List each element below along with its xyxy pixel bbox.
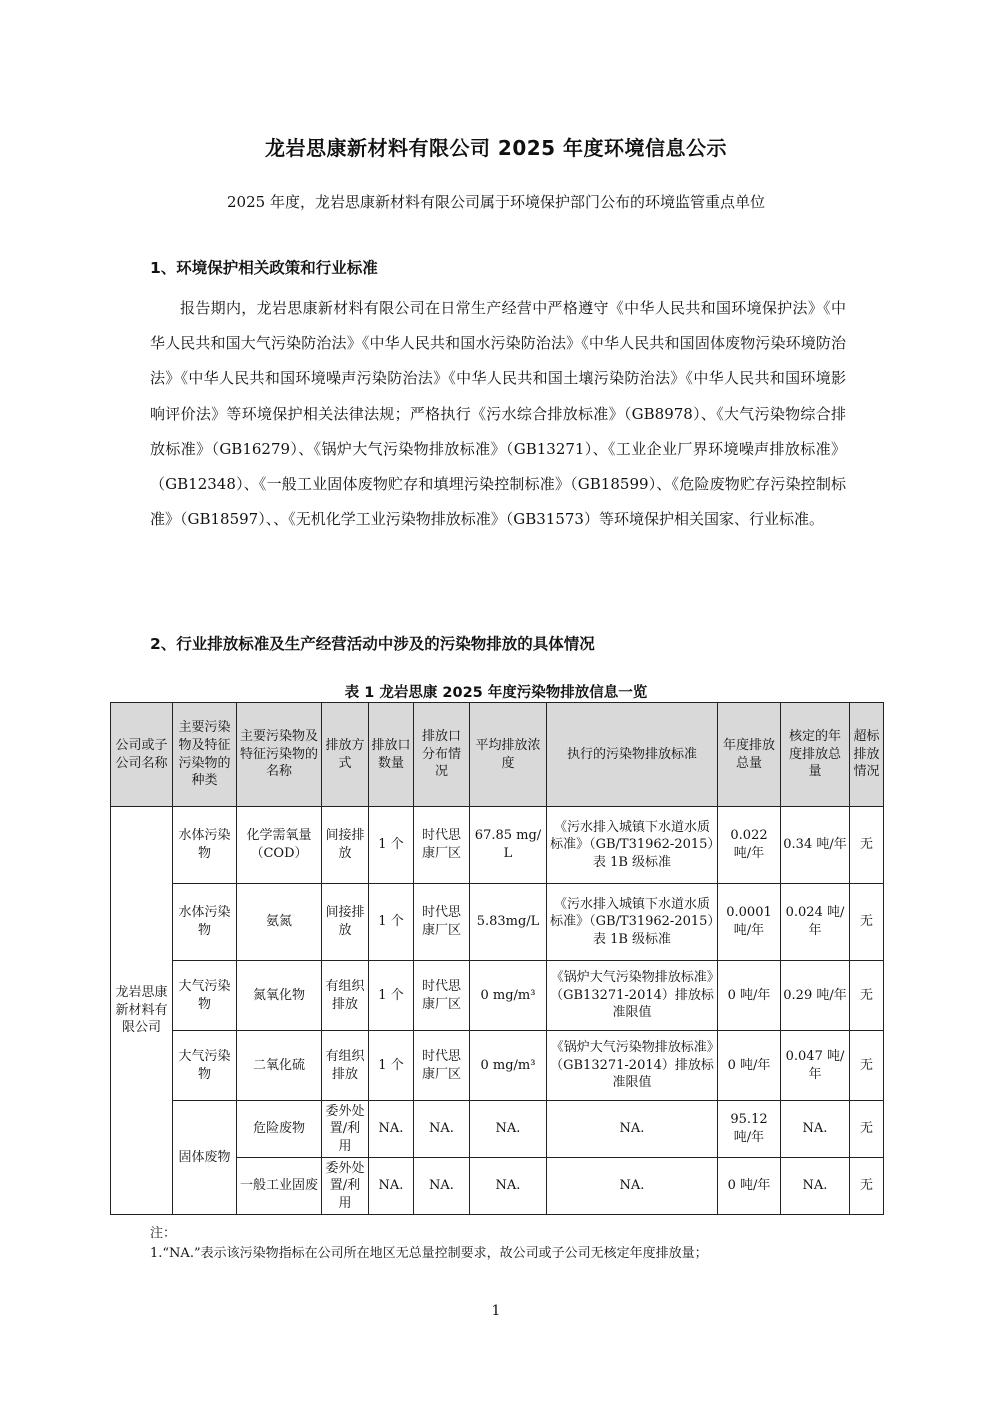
table-row (111, 1101, 884, 1158)
cell-pollutant-name: 一般工业固废 (237, 1158, 322, 1215)
cell-annual: 0.0001 吨/年 (718, 884, 781, 961)
table-row (111, 807, 884, 884)
header-discharge-method: 排放方式 (322, 703, 369, 807)
cell-annual: 95.12 吨/年 (718, 1101, 781, 1158)
cell-count: NA. (369, 1158, 414, 1215)
cell-concentration: 0 mg/m³ (470, 1031, 547, 1101)
header-company: 公司或子公司名称 (111, 703, 173, 807)
company-name-cell: 龙岩思康新材料有限公司 (111, 807, 173, 1215)
cell-concentration: 0 mg/m³ (470, 961, 547, 1031)
cell-standard: NA. (547, 1158, 718, 1215)
intro-text: 2025 年度，龙岩思康新材料有限公司属于环境保护部门公布的环境监管重点单位 (227, 193, 765, 211)
cell-approved: 0.024 吨/年 (781, 884, 850, 961)
note-label: 注： (150, 1226, 177, 1241)
cell-pollutant-name: 氮氧化物 (237, 961, 322, 1031)
cell-annual: 0.022 吨/年 (718, 807, 781, 884)
cell-exceed: 无 (850, 961, 884, 1031)
cell-count: 1 个 (369, 1031, 414, 1101)
table-row (111, 961, 884, 1031)
cell-standard: 《锅炉大气污染物排放标准》（GB13271-2014）排放标准限值 (547, 1031, 718, 1101)
cell-standard: 《锅炉大气污染物排放标准》（GB13271-2014）排放标准限值 (547, 961, 718, 1031)
cell-method: 有组织排放 (322, 1031, 369, 1101)
note-text: 1.“NA.”表示该污染物指标在公司所在地区无总量控制要求，故公司或子公司无核定年度排放量； (150, 1246, 708, 1261)
cell-exceed: 无 (850, 807, 884, 884)
cell-distribution: 时代思康厂区 (414, 1031, 470, 1101)
cell-exceed: 无 (850, 884, 884, 961)
cell-method: 委外处置/利用 (322, 1158, 369, 1215)
cell-exceed: 无 (850, 1158, 884, 1215)
cell-approved: 0.047 吨/年 (781, 1031, 850, 1101)
header-pollutant-category: 主要污染物及特征污染物的种类 (173, 703, 237, 807)
page-number: 1 (491, 1303, 501, 1319)
header-outlet-count: 排放口数量 (369, 703, 414, 807)
header-pollutant-name: 主要污染物及特征污染物的名称 (237, 703, 322, 807)
cell-count: 1 个 (369, 807, 414, 884)
cell-annual: 0 吨/年 (718, 961, 781, 1031)
cell-count: NA. (369, 1101, 414, 1158)
cell-method: 委外处置/利用 (322, 1101, 369, 1158)
cell-annual: 0 吨/年 (718, 1031, 781, 1101)
cell-standard: 《污水排入城镇下水道水质标准》（GB/T31962-2015）表 1B 级标准 (547, 884, 718, 961)
cell-count: 1 个 (369, 884, 414, 961)
cell-method: 间接排放 (322, 884, 369, 961)
section-1-body: 报告期内，龙岩思康新材料有限公司在日常生产经营中严格遵守《中华人民共和国环境保护法》《中华人民共和国大气污染防治法》《中华人民共和国水污染防治法》《中华人民共和国固体废物污染环境防治法》《中华人民共和国环境噪声污染防治法》《中华人民共和国土壤污染防治法》《中华人民共和国环境影响评价法》等环境保护相关法律法规；严格执行《污水综合排放标准》（GB8978）、《大气污染物综合排放标准》（GB16279）、《锅炉大气污染物排放标准》（GB13271）、《工业企业厂界环境噪声排放标准》（GB12348）、《一般工业固体废物贮存和填埋污染控制标准》（GB18599）、《危险废物贮存污染控制标准》（GB18597）、、《无机化学工业污染物排放标准》（GB31573）等环境保护相关国家、行业标准。 (150, 299, 846, 529)
cell-category: 水体污染物 (173, 884, 237, 961)
cell-exceed: 无 (850, 1101, 884, 1158)
cell-method: 间接排放 (322, 807, 369, 884)
cell-distribution: 时代思康厂区 (414, 807, 470, 884)
header-standard: 执行的污染物排放标准 (547, 703, 718, 807)
cell-pollutant-name: 二氧化硫 (237, 1031, 322, 1101)
cell-concentration: NA. (470, 1158, 547, 1215)
header-exceedance: 超标排放情况 (850, 703, 884, 807)
header-avg-concentration: 平均排放浓度 (470, 703, 547, 807)
cell-concentration: 5.83mg/L (470, 884, 547, 961)
header-approved-total: 核定的年度排放总量 (781, 703, 850, 807)
cell-count: 1 个 (369, 961, 414, 1031)
cell-approved: 0.34 吨/年 (781, 807, 850, 884)
cell-solid-category: 固体废物 (173, 1101, 237, 1215)
cell-distribution: NA. (414, 1101, 470, 1158)
cell-category: 大气污染物 (173, 1031, 237, 1101)
cell-annual: 0 吨/年 (718, 1158, 781, 1215)
page-title: 龙岩思康新材料有限公司 2025 年度环境信息公示 (264, 136, 728, 160)
cell-pollutant-name: 氨氮 (237, 884, 322, 961)
cell-concentration: NA. (470, 1101, 547, 1158)
pollutant-table (110, 702, 884, 1215)
table-header-row (111, 703, 884, 807)
cell-approved: 0.29 吨/年 (781, 961, 850, 1031)
header-outlet-distribution: 排放口分布情况 (414, 703, 470, 807)
cell-category: 大气污染物 (173, 961, 237, 1031)
cell-standard: 《污水排入城镇下水道水质标准》（GB/T31962-2015）表 1B 级标准 (547, 807, 718, 884)
header-annual-total: 年度排放总量 (718, 703, 781, 807)
cell-pollutant-name: 危险废物 (237, 1101, 322, 1158)
cell-concentration: 67.85 mg/L (470, 807, 547, 884)
cell-exceed: 无 (850, 1031, 884, 1101)
table-row (111, 1031, 884, 1101)
table-caption: 表 1 龙岩思康 2025 年度污染物排放信息一览 (344, 685, 648, 701)
cell-approved: NA. (781, 1101, 850, 1158)
cell-category: 水体污染物 (173, 807, 237, 884)
cell-distribution: 时代思康厂区 (414, 884, 470, 961)
section-1-heading: 1、环境保护相关政策和行业标准 (150, 259, 378, 277)
cell-distribution: NA. (414, 1158, 470, 1215)
cell-approved: NA. (781, 1158, 850, 1215)
cell-method: 有组织排放 (322, 961, 369, 1031)
cell-standard: NA. (547, 1101, 718, 1158)
cell-pollutant-name: 化学需氧量（COD） (237, 807, 322, 884)
cell-distribution: 时代思康厂区 (414, 961, 470, 1031)
table-row (111, 884, 884, 961)
section-2-heading: 2、行业排放标准及生产经营活动中涉及的污染物排放的具体情况 (150, 635, 595, 653)
